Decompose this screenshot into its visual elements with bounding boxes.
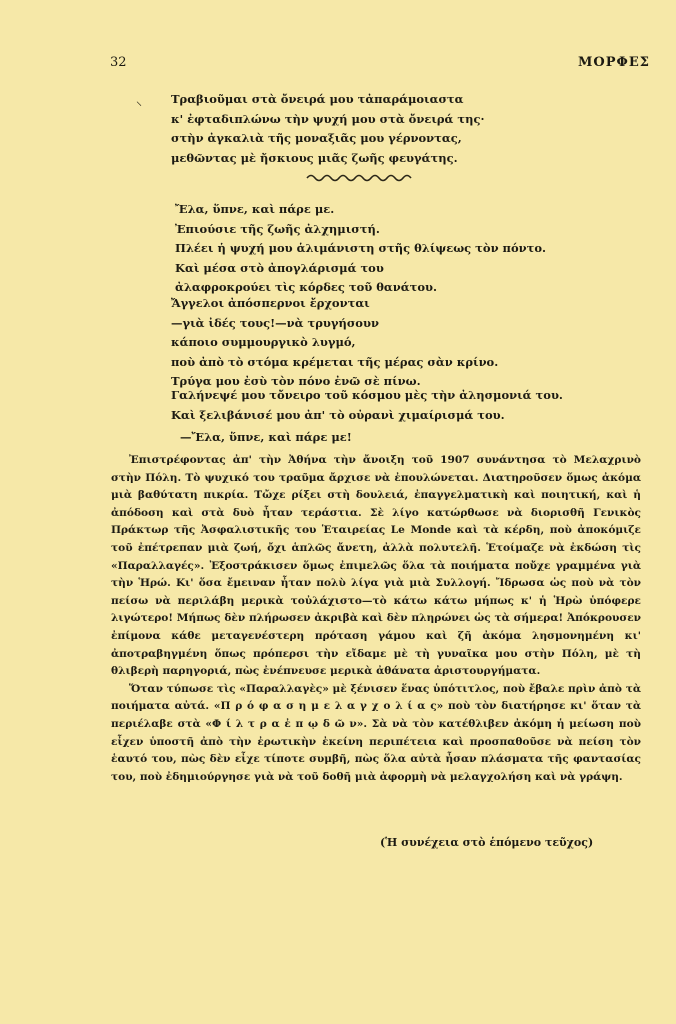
poem-line: μεθῶντας μὲ ἤσκιους μιᾶς ζωῆς φευγάτης.	[171, 150, 458, 165]
poem-stanza-1	[171, 90, 485, 168]
poem-line: στὴν ἀγκαλιὰ τῆς μοναξιᾶς μου γέρνοντας,	[171, 131, 462, 145]
poem-line: Ἐπιούσιε τῆς ζωῆς ἀλχημιστή.	[175, 221, 380, 236]
margin-mark-icon: ⸜	[136, 94, 143, 108]
paragraph: Ἐπιστρέφοντας ἀπ' τὴν Ἀθήνα τὴν ἄνοιξη τοῦ 1907 συνάντησα τὸ Μελαχρινὸ στὴν Πόλη. Τὸ ψυχικό του τραῦμα ἄρχισε νὰ ἐπουλώνεται. Διατηροῦσεν ὅμως ἀκόμα μιὰ βαθύτατη πικρία. Τὤχε ρίξει στὴ δουλειά, ἐπαγγελματικὴ καὶ ποιητική, καὶ ἡ ἀπόδοση καὶ στὰ δυὸ ἦταν τεράστια. Σὲ λίγο κατώρθωσε νὰ διορισθῆ Γενικὸς Πράκτωρ τῆς Ἀσφαλιστικῆς του Ἑταιρείας Le Monde καὶ τὰ κέρδη, ποὺ ἀποκόμιζε τοῦ ἐπέτρεπαν μιὰ ζωή, ὄχι ἁπλῶς ἄνετη, ἀλλὰ πολυτελῆ. Ἑτοίμαζε νὰ ἐκδώση τὶς «Παραλλαγές». Ἐξοστράκισεν ὅμως ἐπιμελῶς ὅλα τὰ ποιήματα ποὔχε γραμμένα γιὰ τὴν Ἡρώ. Κι' ὅσα ἔμειναν ἦταν πολὺ λίγα γιὰ μιὰ Συλλογή. Ἴδρωσα ὡς ποὺ νὰ τὸν πείσω νὰ περιλάβη μερικὰ τοὐλάχιστο—τὸ κάτω κάτω μήπως κ' ἡ Ἡρὼ ὑπόφερε λιγώτερο! Μήπως δὲν πλήρωσεν ἀκριβὰ καὶ δὲν πληρώνει ὡς τὰ σήμερα! Ἀπόκρουσεν ἐπίμονα κάθε μεταγενέστερη πρόταση γάμου καὶ ζῆ ἀκόμα λησμονημένη κι' ἀποτραβηγμένη ὅπως πρόπερσι τὴν εἴδαμε μὲ τὴ γυναῖκα μου στὴν Πόλη, μὲ τὴ θλιβερὴ παρηγοριά, πὼς ἐνέπνευσε μερικὰ ἀθάνατα ἀριστουργήματα.	[111, 454, 641, 678]
poem-line: Ἔλα, ὕπνε, καὶ πάρε με.	[175, 202, 335, 216]
poem-line: Καὶ μέσα στὸ ἀπογλάρισμά του	[175, 260, 384, 275]
wavy-divider-icon	[305, 172, 415, 184]
poem-stanza-4	[171, 386, 563, 425]
poem-line: Πλέει ἡ ψυχή μου ἁλιμάνιστη στῆς θλίψεως τὸν πόντο.	[175, 241, 547, 255]
poem-line: Τραβιοῦμαι στὰ ὄνειρά μου τἀπαράμοιαστα	[171, 92, 464, 106]
poem-line: Καὶ ξελιβάνισέ μου ἀπ' τὸ οὐρανὶ χιμαίρισμά του.	[171, 407, 505, 422]
poem-line: ποὺ ἀπὸ τὸ στόμα κρέμεται τῆς μέρας σὰν κρίνο.	[171, 354, 499, 369]
continuation-note: (Ἡ συνέχεια στὸ ἑπόμενο τεῦχος)	[380, 836, 594, 849]
running-head: ΜΟΡΦΕΣ	[578, 55, 650, 70]
poem-line: Γαλήνεψέ μου τὄνειρο τοῦ κόσμου μὲς τὴν ἀλησμονιά του.	[171, 388, 563, 402]
poem-line: —γιὰ ἰδές τους!—νὰ τρυγήσουν	[171, 315, 379, 330]
poem-line: κάποιο συμμουργικὸ λυγμό,	[171, 335, 356, 349]
poem-line: κ' ἐφταδιπλώνω τὴν ψυχή μου στὰ ὄνειρά της·	[171, 111, 485, 126]
page-number: 32	[110, 55, 127, 70]
poem-stanza-2	[175, 200, 546, 298]
poem-refrain: —Ἔλα, ὕπνε, καὶ πάρε με!	[180, 430, 352, 444]
poem-line: Ἄγγελοι ἀπόσπερνοι ἔρχονται	[171, 296, 370, 310]
poem-stanza-3	[171, 294, 498, 392]
poem-line: Τρύγα μου ἐσὺ τὸν πόνο ἐνῶ σὲ πίνω.	[171, 374, 421, 388]
prose-body	[111, 452, 641, 786]
poem-line: ἀλαφροκρούει τὶς κόρδες τοῦ θανάτου.	[175, 280, 438, 294]
paragraph: Ὅταν τύπωσε τὶς «Παραλλαγὲς» μὲ ξένισεν ἕνας ὑπότιτλος, ποὺ ἔβαλε πρὶν ἀπὸ τὰ ποιήματα αὐτά. «Π ρ ό φ α σ η μ ε λ α γ χ ο λ ί α ς» ποὺ τὸν διατήρησε κι' ὅταν τὰ περιέλαβε στὰ «Φ ί λ τ ρ α ἐ π ῳ δ ῶ ν». Σὰ νὰ τὸν κατέθλιβεν ἀκόμη ἡ μείωση ποὺ εἶχεν ὑποστῆ ἀπὸ τὴν ἐρωτικὴν ἐκείνη περιπέτεια καὶ προσπαθοῦσε νὰ πείση τὸν ἑαυτό του, πὼς δὲν εἶχε τίποτε συμβῆ, πὼς ὅλα αὐτὰ ἦσαν πλάσματα τῆς φαντασίας του, ποὺ ἐδημιούργησε γιὰ νὰ τοῦ δοθῆ μιὰ ἀφορμὴ νὰ μελαγχολήση καὶ νὰ γράψη.	[111, 682, 641, 783]
